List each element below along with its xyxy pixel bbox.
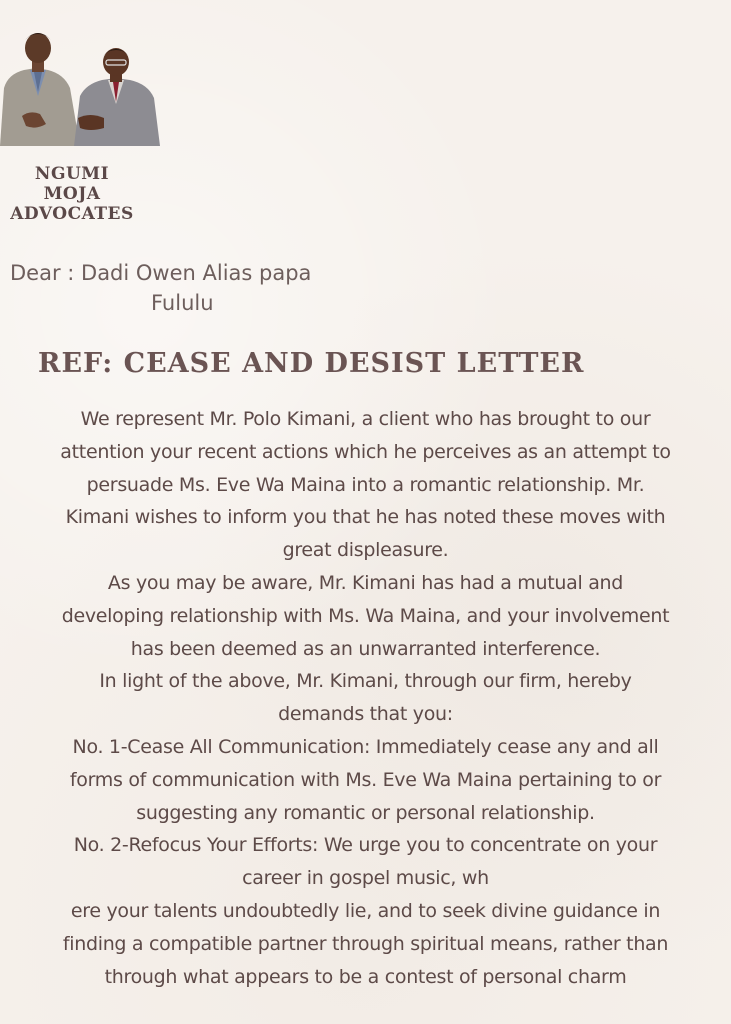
body-line: finding a compatible partner through spiritual means, rather than	[62, 932, 669, 955]
firm-name-line: ADVOCATES	[10, 204, 134, 224]
salutation	[10, 258, 390, 318]
salutation-line-2: Fululu	[151, 291, 214, 315]
advocates-photo	[0, 18, 160, 148]
body-line: suggesting any romantic or personal relationship.	[136, 801, 595, 824]
reference-heading: REF: CEASE AND DESIST LETTER	[38, 348, 585, 379]
body-line: As you may be aware, Mr. Kimani has had a mutual and	[107, 571, 624, 594]
body-line: We represent Mr. Polo Kimani, a client who has brought to our	[80, 408, 651, 430]
firm-name-line: NGUMI	[34, 164, 110, 184]
body-line: Kimani wishes to inform you that he has noted these moves with	[65, 506, 666, 529]
body-line: has been deemed as an unwarranted interference.	[130, 637, 601, 660]
firm-name	[0, 164, 144, 224]
body-line: great displeasure.	[282, 539, 449, 562]
right-man-figure	[74, 48, 160, 146]
body-line: ere your talents undoubtedly lie, and to seek divine guidance in	[70, 899, 661, 922]
body-line: attention your recent actions which he perceives as an attempt to	[60, 440, 671, 463]
body-line: persuade Ms. Eve Wa Maina into a romantic relationship. Mr.	[86, 473, 645, 496]
left-man-figure	[0, 33, 80, 146]
body-line: developing relationship with Ms. Wa Maina, and your involvement	[61, 604, 670, 627]
body-line: career in gospel music, wh	[242, 867, 489, 890]
body-line: through what appears to be a contest of personal charm	[104, 965, 627, 988]
body-line: No. 2-Refocus Your Efforts: We urge you to concentrate on your	[73, 834, 658, 857]
body-line: No. 1-Cease All Communication: Immediately cease any and all	[72, 735, 659, 758]
body-line: forms of communication with Ms. Eve Wa Maina pertaining to or	[69, 768, 662, 791]
salutation-line-1: Dear : Dadi Owen Alias papa	[10, 261, 312, 285]
body-line: demands that you:	[278, 703, 453, 726]
firm-name-line: MOJA	[43, 184, 101, 204]
letter-body	[0, 403, 731, 993]
body-line: In light of the above, Mr. Kimani, through our firm, hereby	[99, 670, 632, 693]
